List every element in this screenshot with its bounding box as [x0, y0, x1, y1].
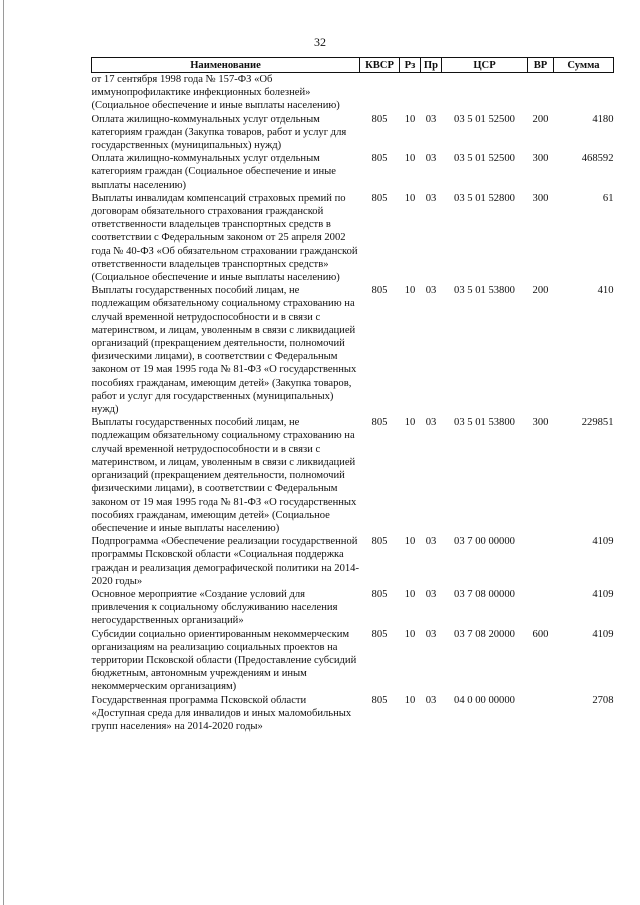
row-kvsr: 805	[371, 113, 388, 125]
row-rz: 10	[404, 113, 416, 125]
table-row	[92, 113, 614, 153]
table-header-row	[92, 58, 614, 73]
row-name: Выплаты государственных пособий лицам, не подлежащим обязательному социальному страхованию на случай временной нетрудоспособности и в связи с материнством, и лицам, уволенным в связи с ликвидацией организаций (прекращением деятельности, полномочий физическими лицами), в соответствии с Федеральным законом от 19 мая 1995 года № 81-ФЗ «О государственных пособиях гражданам, имеющим детей» (Закупка товаров, работ и услуг для государственных (муниципальных) нужд)	[91, 285, 357, 416]
row-vr	[528, 694, 554, 734]
row-sum: 4180	[592, 113, 614, 125]
row-pr: 03	[425, 628, 437, 640]
row-rz: 10	[404, 417, 416, 429]
row-name: Подпрограмма «Обеспечение реализации государственной программы Псковской области «Социальная поддержка граждан и реализация демографической политики на 2014-2020 годы»	[91, 536, 359, 587]
row-vr	[528, 535, 554, 588]
row-pr: 03	[425, 113, 437, 125]
row-vr	[528, 588, 554, 628]
row-sum: 61	[602, 192, 614, 204]
row-rz: 10	[404, 588, 416, 600]
row-name: от 17 сентября 1998 года № 157-ФЗ «Об иммунопрофилактике инфекционных болезней» (Социальное обеспечение и иные выплаты населению)	[91, 74, 340, 112]
row-kvsr: 805	[371, 417, 388, 429]
row-name: Выплаты государственных пособий лицам, не подлежащим обязательному социальному страхованию на случай временной нетрудоспособности и в связи с материнством, и лицам, уволенным в связи с ликвидацией организаций (прекращением деятельности, полномочий физическими лицами), в соответствии с Федеральным законом от 19 мая 1995 года № 81-ФЗ «О государственных пособиях гражданам, имеющим детей» (Социальное обеспечение и иные выплаты населению)	[91, 417, 357, 534]
row-csr	[442, 73, 528, 113]
header-pr: Пр	[421, 58, 442, 73]
row-vr: 300	[532, 192, 549, 204]
header-name: Наименование	[92, 58, 360, 73]
row-pr	[421, 73, 442, 113]
row-csr: 03 5 01 53800	[454, 285, 515, 297]
row-csr: 03 7 08 20000	[454, 628, 515, 640]
row-rz: 10	[404, 192, 416, 204]
row-rz: 10	[404, 153, 416, 165]
header-sum: Сумма	[554, 58, 614, 73]
row-vr	[528, 73, 554, 113]
table-row	[92, 284, 614, 416]
table-row	[92, 152, 614, 192]
row-name: Государственная программа Псковской области «Доступная среда для инвалидов и иных маломобильных групп населения» на 2014-2020 годы»	[91, 694, 352, 732]
row-csr: 03 7 00 00000	[454, 536, 515, 548]
row-kvsr: 805	[371, 536, 388, 548]
row-csr: 03 7 08 00000	[454, 588, 515, 600]
row-pr: 03	[425, 417, 437, 429]
row-name: Основное мероприятие «Создание условий для привлечения к социальному обслуживанию населения негосударственных организаций»	[91, 588, 338, 627]
row-rz: 10	[404, 694, 416, 706]
table-row	[92, 73, 614, 113]
row-sum: 2708	[592, 694, 614, 706]
row-sum: 4109	[592, 536, 614, 548]
header-rz: Рз	[400, 58, 421, 73]
row-pr: 03	[425, 588, 437, 600]
table-row	[92, 416, 614, 535]
row-name: Субсидии социально ориентированным некоммерческим организациям на реализацию социальных проектов на территории Псковской области (Предоставление субсидий бюджетным, автономным учреждениям и иным некоммерческим организациям)	[91, 628, 357, 693]
row-pr: 03	[425, 153, 437, 165]
row-name: Оплата жилищно-коммунальных услуг отдельным категориям граждан (Закупка товаров, работ и услуг для государственных (муниципальных) нужд)	[91, 113, 347, 152]
header-csr: ЦСР	[442, 58, 528, 73]
row-kvsr: 805	[371, 285, 388, 297]
row-kvsr: 805	[371, 628, 388, 640]
table-row	[92, 535, 614, 588]
row-rz: 10	[404, 536, 416, 548]
row-vr: 600	[532, 628, 549, 640]
row-rz: 10	[404, 628, 416, 640]
row-kvsr: 805	[371, 192, 388, 204]
row-name: Выплаты инвалидам компенсаций страховых премий по договорам обязательного страхования гражданской ответственности владельцев транспортных средств в соответствии с Федеральным законом от 25 апреля 2002 года № 40-ФЗ «Об обязательном страховании гражданской ответственности владельцев транспортных средств» (Социальное обеспечение и иные выплаты населению)	[91, 192, 358, 284]
row-pr: 03	[425, 192, 437, 204]
table-row	[92, 588, 614, 628]
row-kvsr: 805	[371, 694, 388, 706]
table-row	[92, 628, 614, 694]
row-csr: 04 0 00 00000	[454, 694, 515, 706]
row-kvsr	[360, 73, 400, 113]
row-sum: 468592	[581, 153, 614, 165]
row-sum	[554, 73, 614, 113]
row-kvsr: 805	[371, 153, 388, 165]
row-csr: 03 5 01 52500	[454, 113, 515, 125]
page-number: 32	[314, 35, 326, 49]
row-rz	[400, 73, 421, 113]
row-name: Оплата жилищно-коммунальных услуг отдельным категориям граждан (Социальное обеспечение и иные выплаты населению)	[91, 153, 336, 191]
row-sum: 229851	[581, 417, 614, 429]
row-pr: 03	[425, 694, 437, 706]
row-vr: 200	[532, 113, 549, 125]
table-row	[92, 192, 614, 284]
row-sum: 4109	[592, 588, 614, 600]
row-kvsr: 805	[371, 588, 388, 600]
row-vr: 300	[532, 417, 549, 429]
header-vr: ВР	[528, 58, 554, 73]
row-pr: 03	[425, 285, 437, 297]
row-pr: 03	[425, 536, 437, 548]
scan-edge-line	[3, 0, 4, 905]
table-row	[92, 694, 614, 734]
row-vr: 300	[532, 153, 549, 165]
row-sum: 4109	[592, 628, 614, 640]
row-sum: 410	[597, 285, 614, 297]
header-kvsr: КВСР	[360, 58, 400, 73]
row-rz: 10	[404, 285, 416, 297]
row-csr: 03 5 01 52800	[454, 192, 515, 204]
budget-table	[91, 57, 614, 733]
row-vr: 200	[532, 285, 549, 297]
row-csr: 03 5 01 53800	[454, 417, 515, 429]
row-csr: 03 5 01 52500	[454, 153, 515, 165]
